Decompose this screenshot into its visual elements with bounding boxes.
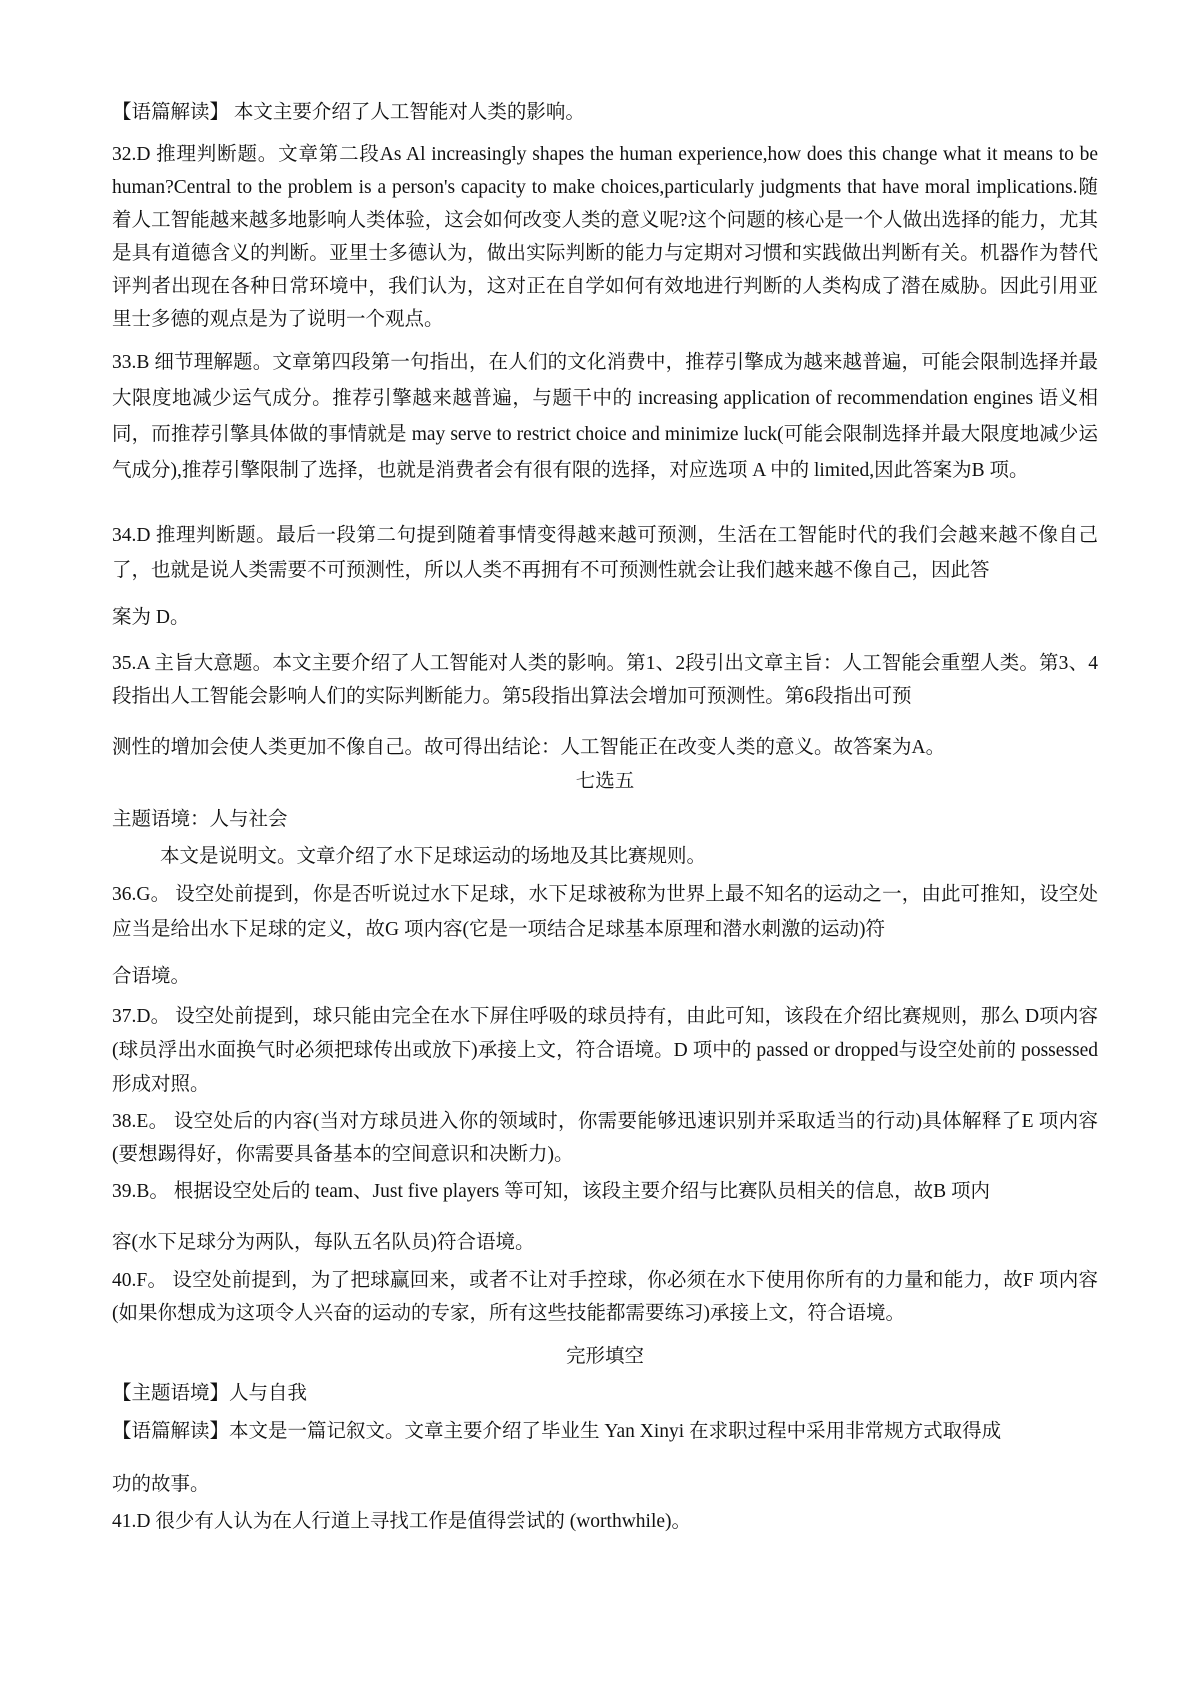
q34-text-b: 案为 D。 [112, 607, 190, 628]
reading-intro [112, 96, 1098, 129]
q37-text: 37.D。 设空处前提到，球只能由完全在水下屏住呼吸的球员持有，由此可知，该段在介绍比赛规则，那么 D项内容(球员浮出水面换气时必须把球传出或放下)承接上文，符合语境。D 项中的 passed or dropped与设空处前的 possessed 形成对照。 [112, 1006, 1098, 1095]
theme-wxtk [112, 1377, 1098, 1410]
q37-explanation [112, 1000, 1098, 1102]
intro-qxw-text: 本文是说明文。文章介绍了水下足球运动的场地及其比赛规则。 [160, 846, 707, 867]
q39-text-b: 容(水下足球分为两队，每队五名队员)符合语境。 [112, 1232, 535, 1253]
q38-explanation [112, 1105, 1098, 1171]
theme-wxtk-text: 【主题语境】人与自我 [112, 1383, 308, 1404]
q39-text-a: 39.B。 根据设空处后的 team、Just five players 等可知，该段主要介绍与比赛队员相关的信息，故B 项内 [112, 1181, 991, 1202]
intro-qxw [112, 840, 1146, 873]
q36-text-a: 36.G。 设空处前提到，你是否听说过水下足球，水下足球被称为世界上最不知名的运动之一，由此可推知，设空处应当是给出水下足球的定义，故G 项内容(它是一项结合足球基本原理和潜水刺激的运动)符 [112, 884, 1098, 940]
q41-explanation [112, 1505, 1098, 1538]
q32-text: 32.D 推理判断题。文章第二段As Al increasingly shapes the human experience,how does this change what it means to be human?Central to the problem is a person's capacity to make choices,particularly judgments that have moral implications.随着人工智能越来越多地影响人类体验，这会如何改变人类的意义呢?这个问题的核心是一个人做出选择的能力，尤其是具有道德含义的判断。亚里士多德认为，做出实际判断的能力与定期对习惯和实践做出判断有关。机器作为替代评判者出现在各种日常环境中，我们认为，这对正在自学如何有效地进行判断的人类构成了潜在威胁。因此引用亚里士多德的观点是为了说明一个观点。 [112, 144, 1098, 330]
q34-text-a: 34.D 推理判断题。最后一段第二句提到随着事情变得越来越可预测，生活在工智能时代的我们会越来越不像自己了，也就是说人类需要不可预测性，所以人类不再拥有不可预测性就会让我们越来越不像自己，因此答 [112, 525, 1098, 581]
q36-explanation [112, 877, 1098, 994]
q39-explanation [112, 1175, 1098, 1259]
q32-explanation [112, 138, 1098, 336]
reading-intro-text: 【语篇解读】 本文主要介绍了人工智能对人类的影响。 [112, 102, 585, 123]
section-title-qxw-text: 七选五 [575, 771, 635, 792]
q36-text-b: 合语境。 [112, 966, 191, 987]
section-title-qxw [112, 765, 1098, 798]
q40-text: 40.F。 设空处前提到，为了把球赢回来，或者不让对手控球，你必须在水下使用你所有的力量和能力，故F 项内容(如果你想成为这项令人兴奋的运动的专家，所有这些技能都需要练习)承接上文，符合语境。 [112, 1270, 1098, 1324]
q40-explanation [112, 1264, 1098, 1330]
q33-explanation [112, 345, 1098, 489]
q33-text: 33.B 细节理解题。文章第四段第一句指出，在人们的文化消费中，推荐引擎成为越来越普遍，可能会限制选择并最大限度地减少运气成分。推荐引擎越来越普遍，与题干中的 increasing application of recommendation engines 语义相同，而推荐引擎具体做的事情就是 may serve to restrict choice and minimize luck(可能会限制选择并最大限度地减少运气成分),推荐引擎限制了选择，也就是消费者会有很有限的选择，对应选项 A 中的 limited,因此答案为B 项。 [112, 352, 1098, 481]
q35-text-a: 35.A 主旨大意题。本文主要介绍了人工智能对人类的影响。第1、2段引出文章主旨：人工智能会重塑人类。第3、4段指出人工智能会影响人们的实际判断能力。第5段指出算法会增加可预测性。第6段指出可预 [112, 653, 1098, 707]
section-title-wxtk-text: 完形填空 [565, 1346, 644, 1367]
reading-wxtk-text-a: 【语篇解读】本文是一篇记叙文。文章主要介绍了毕业生 Yan Xinyi 在求职过程中采用非常规方式取得成 [112, 1421, 1002, 1442]
theme-qxw [112, 803, 1098, 836]
reading-wxtk-text-b: 功的故事。 [112, 1474, 210, 1495]
q35-text-b: 测性的增加会使人类更加不像自己。故可得出结论：人工智能正在改变人类的意义。故答案为A。 [112, 737, 946, 758]
q41-text: 41.D 很少有人认为在人行道上寻找工作是值得尝试的 (worthwhile)。 [112, 1511, 692, 1532]
q35-explanation [112, 647, 1098, 764]
reading-wxtk [112, 1415, 1098, 1501]
section-title-wxtk [112, 1340, 1098, 1373]
q34-explanation [112, 518, 1098, 635]
q38-text: 38.E。 设空处后的内容(当对方球员进入你的领域时，你需要能够迅速识别并采取适当的行动)具体解释了E 项内容(要想踢得好，你需要具备基本的空间意识和决断力)。 [112, 1111, 1098, 1165]
theme-qxw-text: 主题语境：人与社会 [112, 809, 288, 830]
